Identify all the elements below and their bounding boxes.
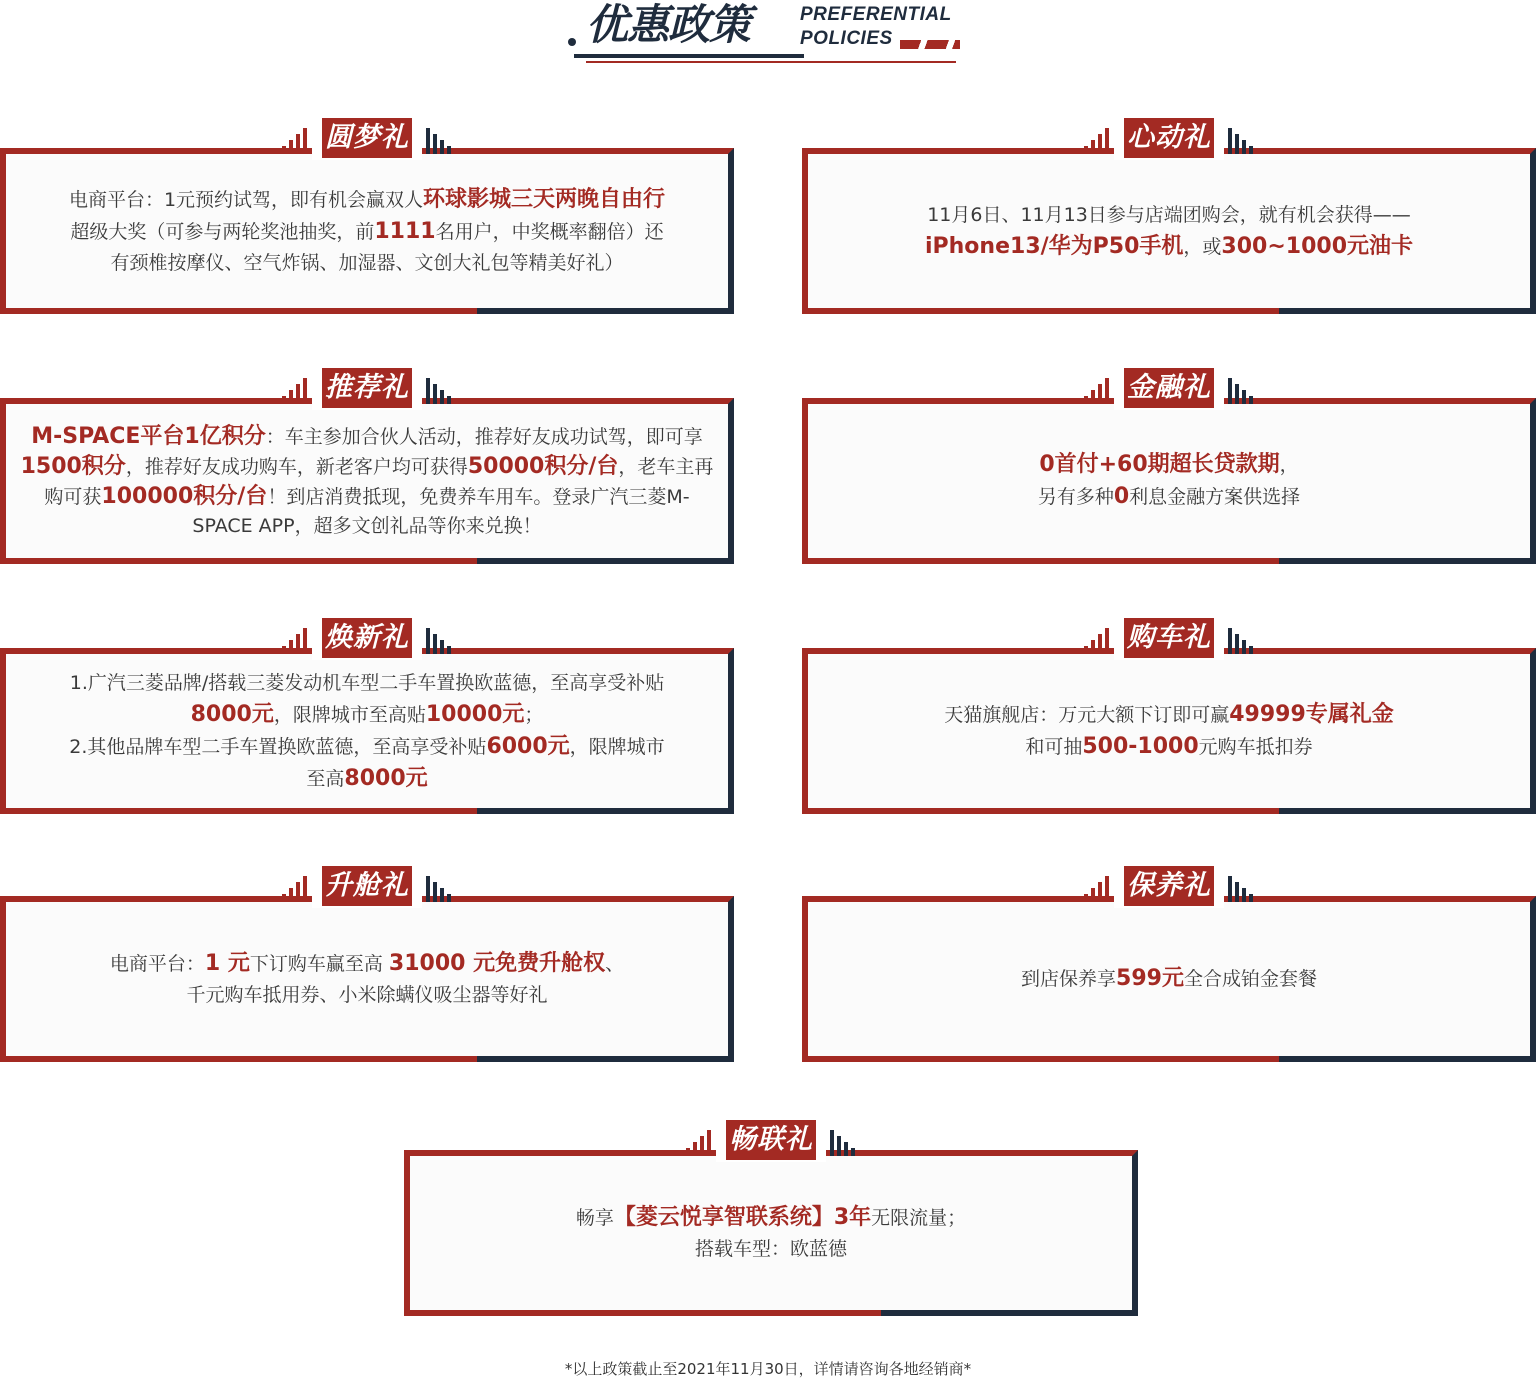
text-segment: 天猫旗舰店：万元大额下订即可赢 — [944, 704, 1230, 726]
text-segment: ：车主参加合伙人活动，推荐好友成功试驾，即可享 — [265, 425, 703, 448]
policy-card-shengcang — [0, 866, 734, 1062]
tab-ticks-left — [282, 378, 308, 404]
card-body — [6, 154, 728, 308]
policy-card-changlian — [404, 1120, 1138, 1316]
header-underline-accent — [586, 61, 956, 63]
policy-card-jinrong — [802, 368, 1536, 564]
highlight-text: 8000元 — [344, 765, 428, 791]
card-text — [110, 948, 624, 1011]
card-body — [808, 654, 1530, 808]
card-body — [6, 654, 728, 808]
card-body — [808, 902, 1530, 1056]
highlight-text: 0首付+60期超长贷款期 — [1039, 452, 1280, 477]
highlight-text: 599元 — [1116, 966, 1184, 991]
card-body — [6, 404, 728, 558]
card-body — [808, 404, 1530, 558]
text-segment: 电商平台： — [109, 952, 205, 975]
text-segment: ，推荐好友成功购车，新老客户均可获得 — [125, 455, 468, 478]
highlight-text: M-SPACE平台1亿积分 — [31, 423, 266, 449]
text-segment: 和可抽 — [1025, 736, 1083, 758]
highlight-text: 1 元 — [204, 950, 250, 976]
highlight-text: 1111 — [374, 218, 436, 244]
card-tab-label: 金融礼 — [1124, 368, 1214, 408]
policy-card-xindong — [802, 118, 1536, 314]
text-segment: ，或 — [1183, 235, 1222, 258]
highlight-text: 31000 元免费升舱权 — [388, 950, 606, 976]
card-tab-label: 心动礼 — [1124, 118, 1214, 158]
text-segment: ； — [524, 703, 544, 726]
card-text — [925, 200, 1413, 263]
tab-ticks-left — [686, 1130, 712, 1156]
card-body — [808, 154, 1530, 308]
tab-ticks-left — [1084, 128, 1110, 154]
text-segment: 2.其他品牌车型二手车置换欧蓝德，至高享受补贴 — [69, 735, 487, 758]
text-segment: 另有多种 — [1037, 486, 1114, 508]
highlight-text: 50000积分/台 — [467, 453, 619, 479]
highlight-text: 500-1000 — [1082, 734, 1199, 759]
text-segment: ！到店消费抵现，免费养车用车。登录广汽三菱M-SPACE APP，超多文创礼品等你来兑换！ — [192, 485, 690, 537]
tab-ticks-left — [282, 876, 308, 902]
tab-ticks-right — [1228, 378, 1254, 404]
header-underline — [574, 54, 804, 58]
policy-card-tuijian — [0, 368, 734, 564]
highlight-text: 300~1000元油卡 — [1221, 233, 1414, 259]
text-segment: 11月6日、11月13日参与店端团购会，就有机会获得—— — [927, 203, 1411, 226]
card-text — [66, 668, 668, 795]
footer-disclaimer: *以上政策截止至2021年11月30日，详情请咨询各地经销商* — [564, 1360, 972, 1378]
card-text — [576, 1202, 966, 1265]
text-segment: 、 — [605, 952, 625, 975]
highlight-text: 环球影城三天两晚自由行 — [423, 186, 666, 212]
text-segment: 千元购车抵用券、小米除螨仪吸尘器等好礼 — [186, 983, 548, 1006]
text-segment: ，老车主再购可获 — [44, 455, 714, 508]
section-title: 优惠政策 — [586, 0, 751, 49]
card-text — [944, 699, 1394, 763]
tab-ticks-right — [426, 876, 452, 902]
tab-ticks-left — [1084, 876, 1110, 902]
policy-card-yuanmeng — [0, 118, 734, 314]
highlight-text: 【菱云悦享智联系统】3年 — [613, 1204, 872, 1230]
text-segment: 元购车抵扣券 — [1198, 736, 1313, 758]
card-text — [68, 184, 666, 279]
section-title-english-line2: POLICIES — [800, 28, 893, 49]
card-tab-label: 保养礼 — [1124, 866, 1214, 906]
highlight-text: 1500积分 — [20, 453, 126, 479]
highlight-text: 6000元 — [486, 733, 570, 759]
policy-card-gouche — [802, 618, 1536, 814]
tab-ticks-right — [1228, 128, 1254, 154]
text-segment: ， — [1279, 454, 1299, 476]
card-text — [1021, 963, 1317, 995]
text-segment: ，限牌城市至高贴 — [273, 703, 426, 726]
tab-ticks-right — [1228, 628, 1254, 654]
policy-card-huanxin — [0, 618, 734, 814]
card-text — [1038, 449, 1300, 513]
header-decoration-dot — [568, 38, 576, 46]
header-decoration-stripes — [900, 40, 960, 49]
highlight-text: 8000元 — [190, 701, 274, 727]
tab-ticks-left — [282, 628, 308, 654]
section-header — [560, 0, 980, 66]
text-segment: 到店保养享 — [1021, 968, 1117, 990]
text-segment: 下订购车赢至高 — [249, 952, 389, 975]
text-segment: 名用户，中奖概率翻倍）还有颈椎按摩仪、空气炸锅、加湿器、文创大礼包等精美好礼） — [110, 220, 664, 274]
text-segment: ，限牌城市至高 — [306, 735, 665, 790]
card-body — [6, 902, 728, 1056]
highlight-text: 0 — [1113, 484, 1130, 509]
text-segment: 无限流量； — [871, 1206, 967, 1229]
tab-ticks-right — [426, 128, 452, 154]
text-segment: 超级大奖（可参与两轮奖池抽奖，前 — [70, 220, 375, 243]
tab-ticks-right — [830, 1130, 856, 1156]
text-segment: 搭载车型：欧蓝德 — [694, 1237, 847, 1260]
policy-card-baoyang — [802, 866, 1536, 1062]
card-tab-label: 推荐礼 — [322, 368, 412, 408]
tab-ticks-right — [1228, 876, 1254, 902]
card-tab-label: 购车礼 — [1124, 618, 1214, 658]
text-segment: 1.广汽三菱品牌/搭载三菱发动机车型二手车置换欧蓝德，至高享受补贴 — [69, 671, 665, 694]
card-tab-label: 圆梦礼 — [322, 118, 412, 158]
tab-ticks-right — [426, 628, 452, 654]
card-tab-label: 焕新礼 — [322, 618, 412, 658]
card-text — [16, 422, 718, 541]
tab-ticks-right — [426, 378, 452, 404]
section-title-english-line1: PREFERENTIAL — [800, 4, 952, 25]
tab-ticks-left — [1084, 378, 1110, 404]
text-segment: 全合成铂金套餐 — [1183, 968, 1317, 990]
text-segment: 电商平台：1元预约试驾，即有机会赢双人 — [68, 188, 424, 211]
highlight-text: 10000元 — [425, 701, 525, 727]
card-tab-label: 升舱礼 — [322, 866, 412, 906]
card-tab-label: 畅联礼 — [726, 1120, 816, 1160]
highlight-text: 49999专属礼金 — [1229, 702, 1394, 727]
tab-ticks-left — [1084, 628, 1110, 654]
tab-ticks-left — [282, 128, 308, 154]
text-segment: 畅享 — [575, 1206, 614, 1229]
highlight-text: 100000积分/台 — [101, 483, 268, 509]
highlight-text: iPhone13/华为P50手机 — [924, 233, 1184, 259]
text-segment: 利息金融方案供选择 — [1129, 486, 1301, 508]
card-body — [410, 1156, 1132, 1310]
